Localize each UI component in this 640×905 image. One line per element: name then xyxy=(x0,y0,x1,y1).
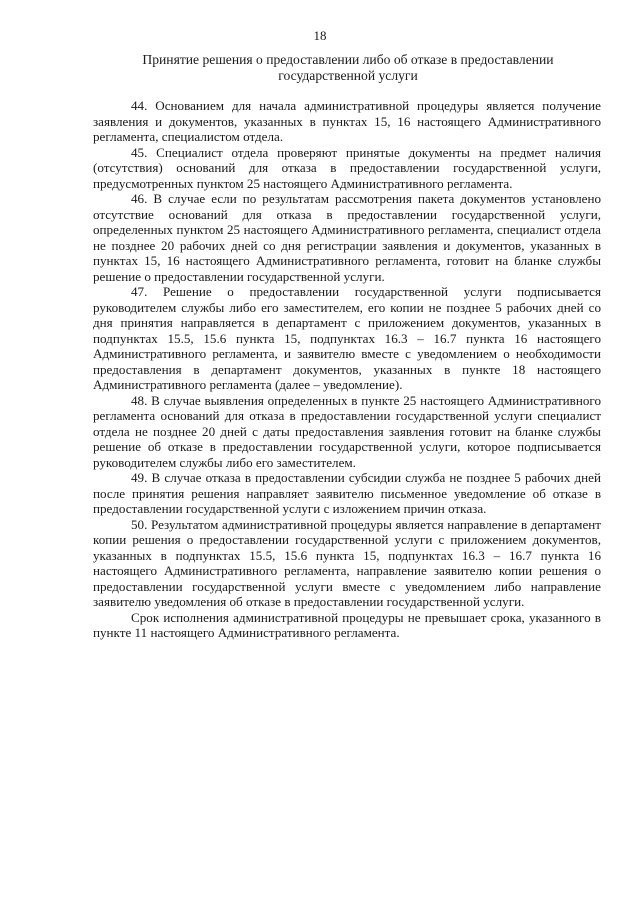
section-title: Принятие решения о предоставлении либо об отказе в предоставлении государственной услуги xyxy=(142,52,554,83)
document-body xyxy=(93,98,601,641)
paragraph-49: 49. В случае отказа в предоставлении субсидии служба не позднее 5 рабочих дней после принятия решения направляет заявителю письменное уведомление об отказе в предоставлении государственной услуги с изложением причин отказа. xyxy=(93,470,601,516)
paragraph-50: 50. Результатом административной процедуры является направление в департамент копии решения о предоставлении государственной услуги с приложением документов, указанных в подпунктах 15.5, 15.6 пункта 15, подпунктах 16.3 – 16.7 пункта 16 настоящего Административного регламента, направление заявителю копии решения о предоставлении государственной услуги вместе с уведомлением либо направление заявителю уведомления об отказе в предоставлении государственной услуги. xyxy=(93,516,601,609)
paragraph-48: 48. В случае выявления определенных в пункте 25 настоящего Административного регламента оснований для отказа в предоставлении государственной услуги специалист отдела не позднее 20 дней с даты предоставления заявления готовит на бланке службы решение об отказе в предоставлении государственной услуги, которое подписывается руководителем службы либо его заместителем. xyxy=(93,392,601,470)
paragraph-47: 47. Решение о предоставлении государственной услуги подписывается руководителем службы либо его заместителем, его копии не позднее 5 рабочих дней со дня принятия направляется в департамент с приложением документов, указанных в подпунктах 15.5, 15.6 пункта 15, подпунктах 16.3 – 16.7 пункта 16 настоящего Административного регламента, и заявителю вместе с уведомлением о необходимости предоставления в департамент документов, указанных в пункте 18 настоящего Административного регламента (далее – уведомление). xyxy=(93,284,601,392)
paragraph-45: 45. Специалист отдела проверяют принятые документы на предмет наличия (отсутствия) оснований для отказа в предоставлении государственной услуги, предусмотренных пунктом 25 настоящего Административного регламента. xyxy=(93,144,601,191)
page-number: 18 xyxy=(313,28,327,43)
paragraph-deadline: Срок исполнения административной процедуры не превышает срока, указанного в пункте 11 настоящего Административного регламента. xyxy=(93,609,601,640)
paragraph-46: 46. В случае если по результатам рассмотрения пакета документов установлено отсутствие оснований для отказа в предоставлении государственной услуги, определенных пунктом 25 настоящего Административного регламента, специалист отдела не позднее 20 рабочих дней со дня регистрации заявления и документов, указанных в пунктах 15, 16 настоящего Административного регламента, готовит на бланке службы решение о предоставлении государственной услуги. xyxy=(93,191,601,284)
paragraph-44: 44. Основанием для начала административной процедуры является получение заявления и документов, указанных в пунктах 15, 16 настоящего Административного регламента, специалистом отдела. xyxy=(93,98,601,144)
